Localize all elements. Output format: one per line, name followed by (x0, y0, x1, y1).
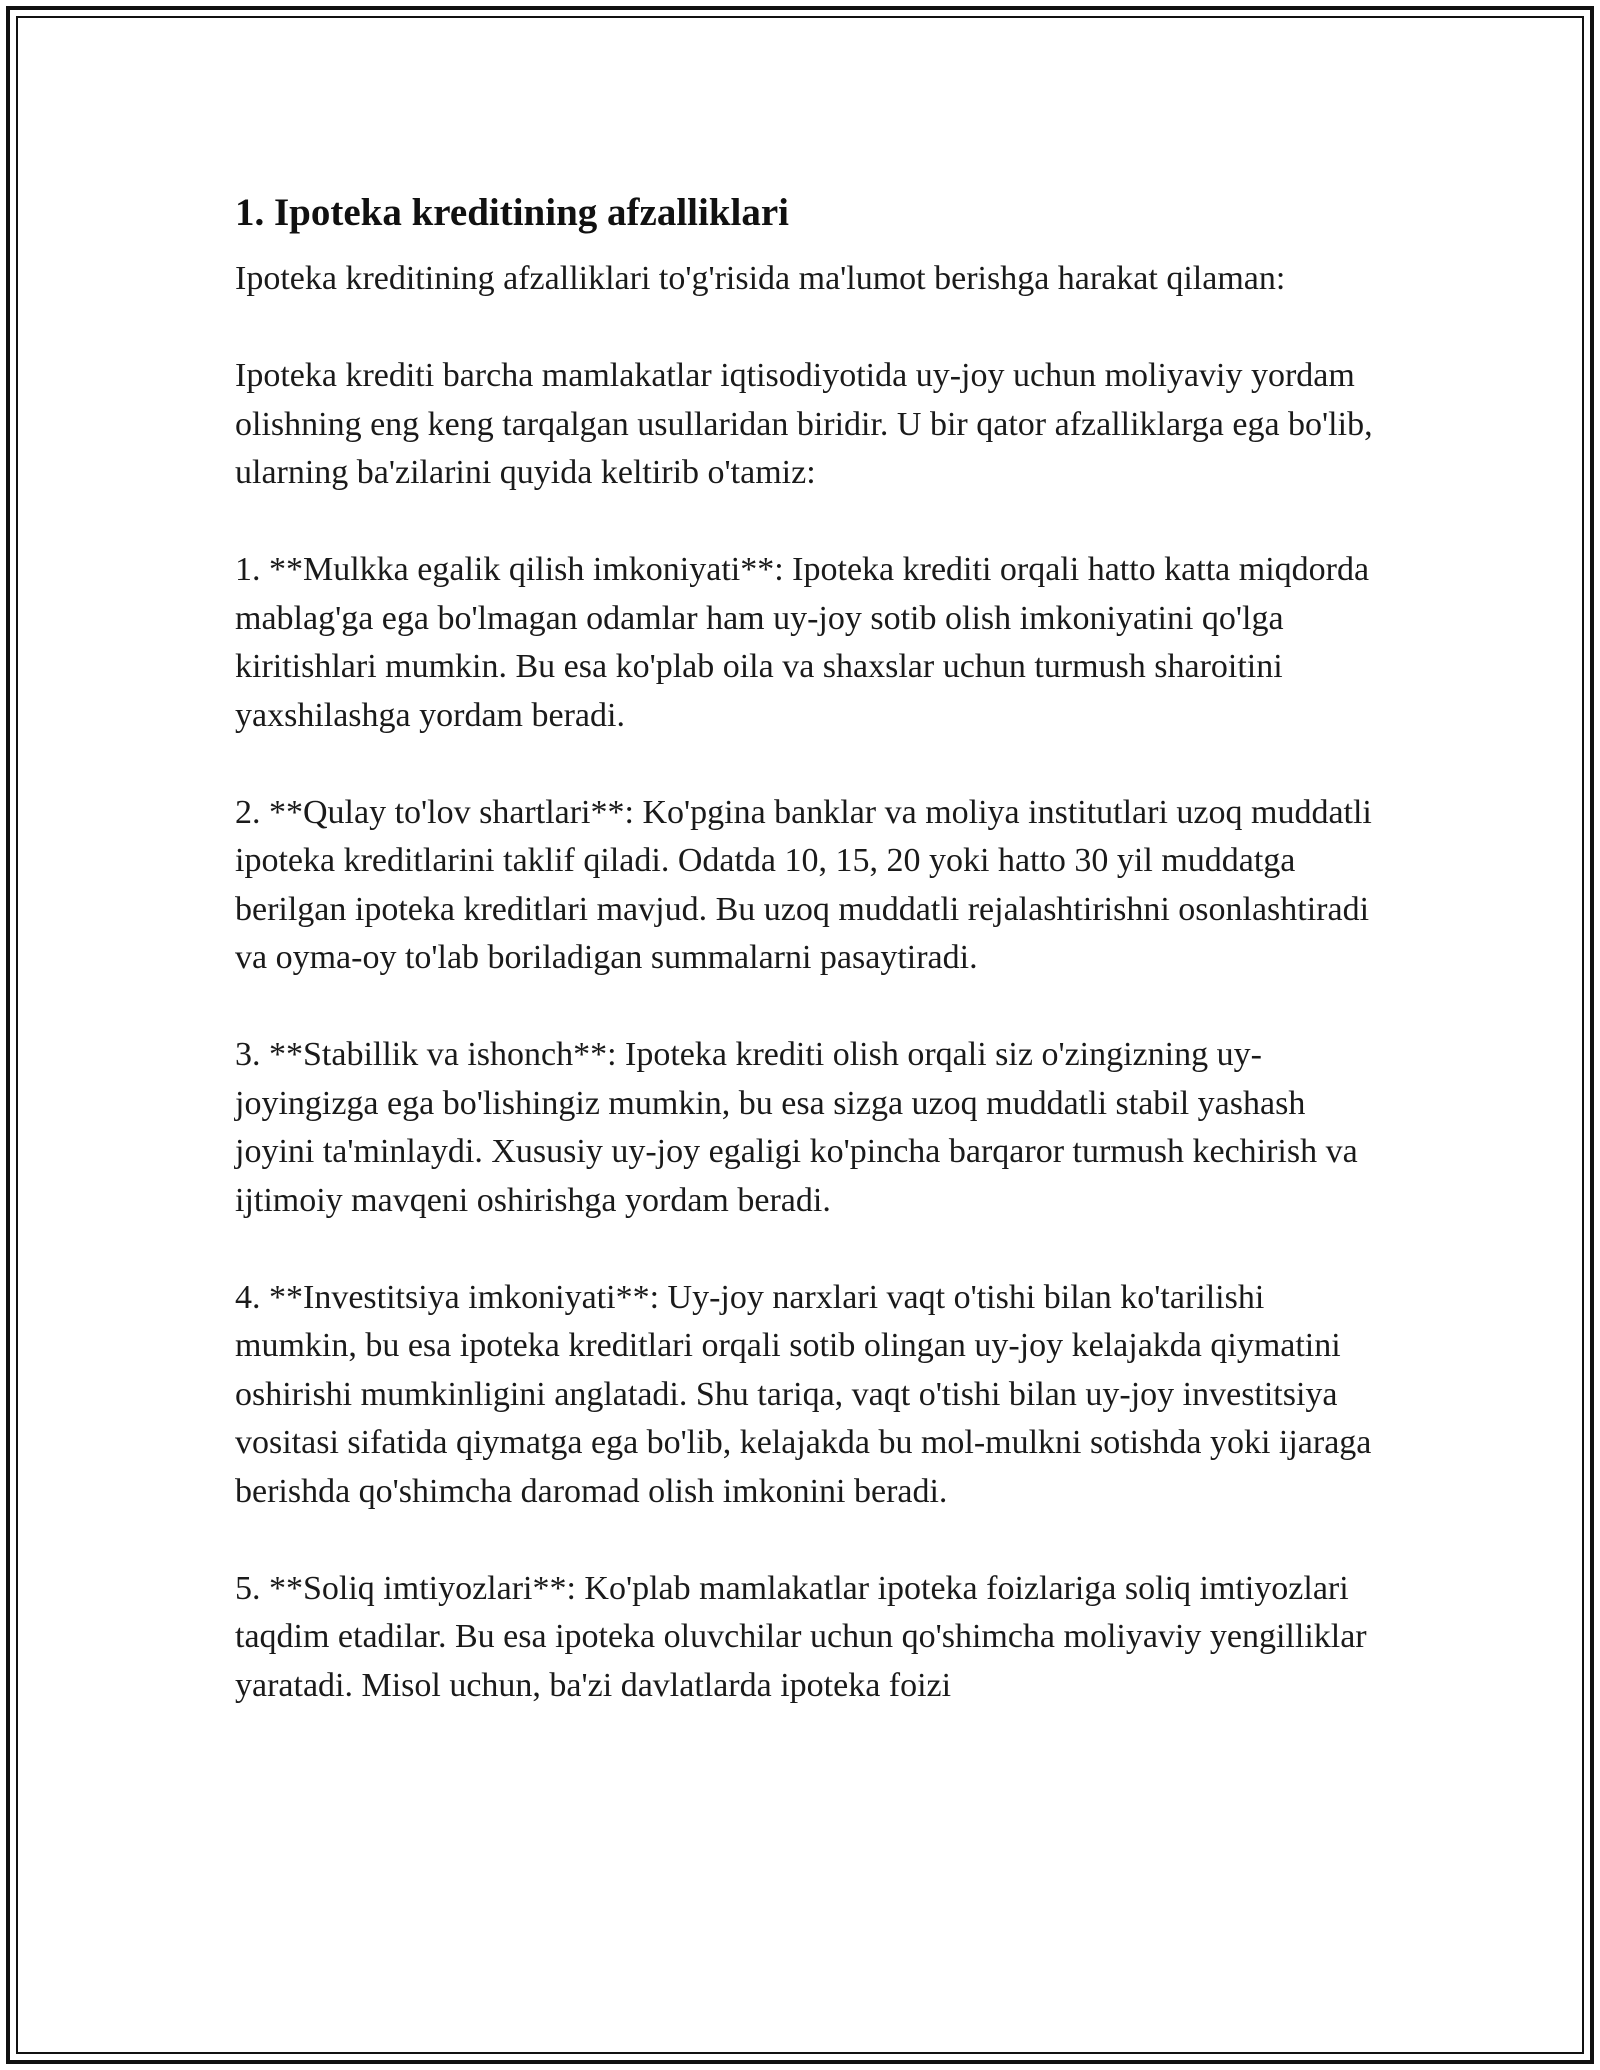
list-item-payment-terms: 2. **Qulay to'lov shartlari**: Ko'pgina banklar va moliya institutlari uzoq muddatli ipoteka kreditlarini taklif qiladi. Odatda 10, 15, 20 yoki hatto 30 yil muddatga berilgan ipoteka kreditlari mavjud. Bu uzoq muddatli rejalashtirishni osonlashtiradi va oyma-oy to'lab boriladigan summalarni pasaytiradi. (235, 793, 1372, 976)
document-page (235, 185, 1375, 1710)
list-item-stability: 3. **Stabillik va ishonch**: Ipoteka krediti olish orqali siz o'zingizning uy-joyingizga ega bo'lishingiz mumkin, bu esa sizga uzoq muddatli stabil yashash joyini ta'minlaydi. Xususiy uy-joy egaligi ko'pincha barqaror turmush kechirish va ijtimoiy mavqeni oshirishga yordam beradi. (235, 1036, 1358, 1219)
overview-paragraph: Ipoteka krediti barcha mamlakatlar iqtisodiyotida uy-joy uchun moliyaviy yordam olishning eng keng tarqalgan usullaridan biridir. U bir qator afzalliklarga ega bo'lib, ularning ba'zilarini quyida keltirib o'tamiz: (235, 357, 1373, 491)
list-item-tax-benefits: 5. **Soliq imtiyozlari**: Ko'plab mamlakatlar ipoteka foizlariga soliq imtiyozlari taqdim etadilar. Bu esa ipoteka oluvchilar uchun qo'shimcha moliyaviy yengilliklar yaratadi. Misol uchun, ba'zi davlatlarda ipoteka foizi (235, 1569, 1367, 1704)
intro-paragraph: Ipoteka kreditining afzalliklari to'g'risida ma'lumot berishga harakat qilaman: (235, 260, 1286, 297)
list-item-investment: 4. **Investitsiya imkoniyati**: Uy-joy narxlari vaqt o'tishi bilan ko'tarilishi mumkin, bu esa ipoteka kreditlari orqali sotib olingan uy-joy kelajakda qiymatini oshirishi mumkinligini anglatadi. Shu tariqa, vaqt o'tishi bilan uy-joy investitsiya vositasi sifatida qiymatga ega bo'lib, kelajakda bu mol-mulkni sotishda yoki ijaraga berishda qo'shimcha daromad olish imkonini beradi. (235, 1278, 1372, 1510)
section-heading: 1. Ipoteka kreditining afzalliklari (235, 191, 789, 234)
list-item-property-ownership: 1. **Mulkka egalik qilish imkoniyati**: Ipoteka krediti orqali hatto katta miqdorda mablag'ga ega bo'lmagan odamlar ham uy-joy sotib olish imkoniyatini qo'lga kiritishlari mumkin. Bu esa ko'plab oila va shaxslar uchun turmush sharoitini yaxshilashga yordam beradi. (235, 551, 1370, 734)
